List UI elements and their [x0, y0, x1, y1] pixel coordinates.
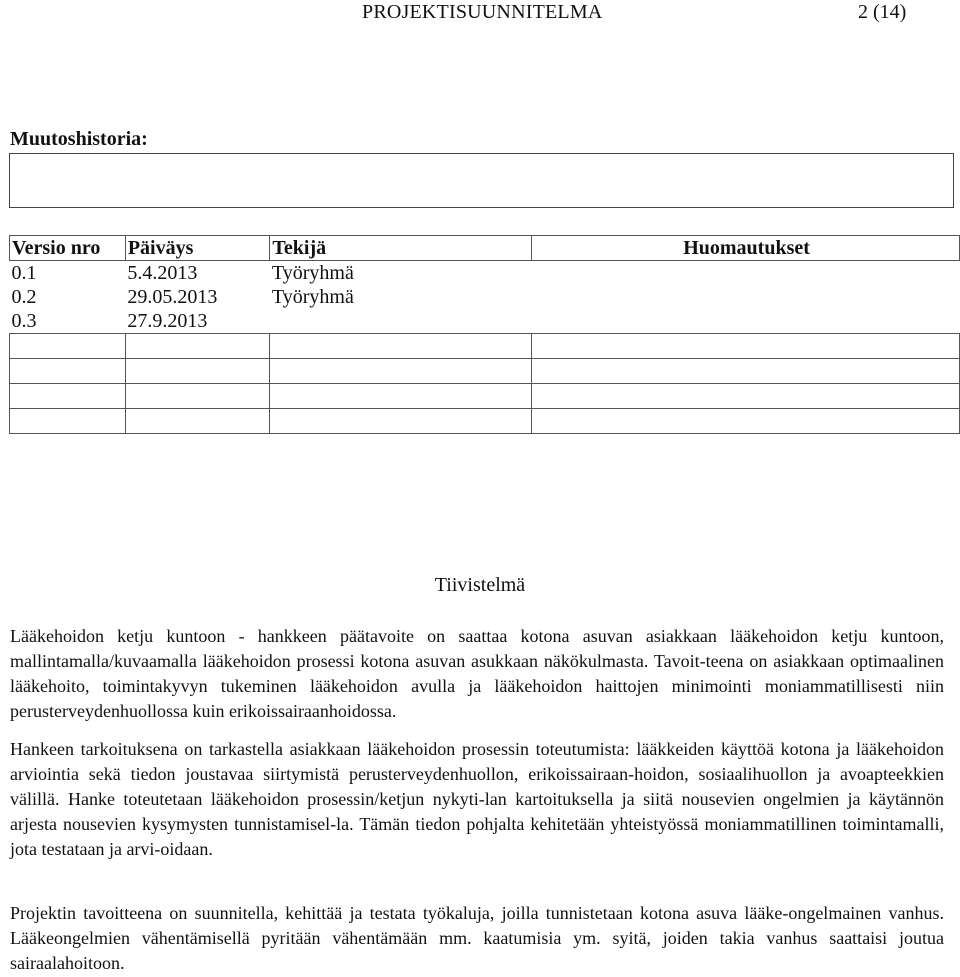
table-row: [10, 261, 960, 286]
table-row: [10, 409, 960, 434]
summary-heading: Tiivistelmä: [434, 574, 526, 596]
table-cell: [532, 359, 960, 384]
version-history-table: [9, 235, 960, 434]
summary-paragraph-2: Hankeen tarkoituksena on tarkastella asiakkaan lääkehoidon prosessin toteutumista: lääkkeiden käyttöä kotona ja lääkehoidon arviointia sekä tiedon joustavaa siirtymistä perusterveydenhuollon, erikoissairaan-hoidon, sosiaalihuollon ja avoapteekkien välillä. Hanke toteutetaan lääkehoidon prosessin/ketjun nykyti-lan kartoituksella ja siitä nousevien ongelmien ja käytännön arjesta nousevien kysymysten tunnistamisel-la. Tämän tiedon pohjalta kehitetään yhteistyössä moniammatillinen toimintamalli, jota testataan ja arvi-oidaan.: [10, 739, 944, 859]
column-header-date: Päiväys: [125, 236, 270, 261]
table-cell: 27.9.2013: [127, 310, 208, 332]
table-cell: [532, 309, 960, 334]
table-cell: [270, 409, 532, 434]
table-row: [10, 285, 960, 309]
table-cell: [125, 384, 270, 409]
change-history-heading: Muutoshistoria:: [10, 128, 148, 150]
table-cell: [532, 285, 960, 309]
table-row: [10, 359, 960, 384]
table-cell: [532, 334, 960, 359]
table-cell: [532, 409, 960, 434]
empty-box: [9, 153, 954, 208]
summary-paragraph-1: Lääkehoidon ketju kuntoon - hankkeen päätavoite on saattaa kotona asuvan asiakkaan lääkehoidon ketju kuntoon, mallintamalla/kuvaamalla lääkehoidon prosessi kotona asuvan asukkaan näkökulmasta. Tavoit-teena on asiakkaan optimaalinen lääkehoito, toimintakyvyn tukeminen lääkehoidon avulla ja lääkehoidon haittojen minimointi moniammatillisesti niin perusterveydenhuollossa kuin erikoissairaanhoidossa.: [10, 626, 944, 721]
table-cell: 0.2: [11, 286, 37, 308]
table-cell: Työryhmä: [271, 286, 354, 308]
column-header-version: Versio nro: [10, 236, 126, 261]
table-cell: 29.05.2013: [127, 286, 218, 308]
table-cell: [270, 309, 532, 334]
table-cell: [10, 359, 126, 384]
table-cell: [10, 409, 126, 434]
summary-paragraph-3: Projektin tavoitteena on suunnitella, kehittää ja testata työkaluja, joilla tunnistetaan kotona asuva lääke-ongelmainen vanhus. Lääkeongelmien vähentämisellä pyritään vähentämään mm. kaatumisia ym. syitä, joiden takia vanhus saattaisi joutua sairaalahoitoon.: [10, 903, 944, 973]
table-cell: [532, 261, 960, 286]
table-cell: [270, 384, 532, 409]
table-cell: [270, 359, 532, 384]
table-row: [10, 334, 960, 359]
table-cell: [125, 359, 270, 384]
table-cell: [125, 334, 270, 359]
table-cell: 0.3: [11, 310, 37, 332]
table-cell: [125, 409, 270, 434]
table-row: [10, 384, 960, 409]
table-header-row: [10, 236, 960, 261]
table-cell: Työryhmä: [271, 262, 354, 284]
page-number: 2 (14): [858, 1, 907, 23]
column-header-author: Tekijä: [270, 236, 532, 261]
table-row: [10, 309, 960, 334]
table-cell: [10, 334, 126, 359]
table-cell: 5.4.2013: [127, 262, 198, 284]
table-cell: 0.1: [11, 262, 37, 284]
column-header-notes: Huomautukset: [532, 236, 960, 261]
table-cell: [10, 384, 126, 409]
document-title: PROJEKTISUUNNITELMA: [362, 1, 603, 23]
table-cell: [532, 384, 960, 409]
table-cell: [270, 334, 532, 359]
